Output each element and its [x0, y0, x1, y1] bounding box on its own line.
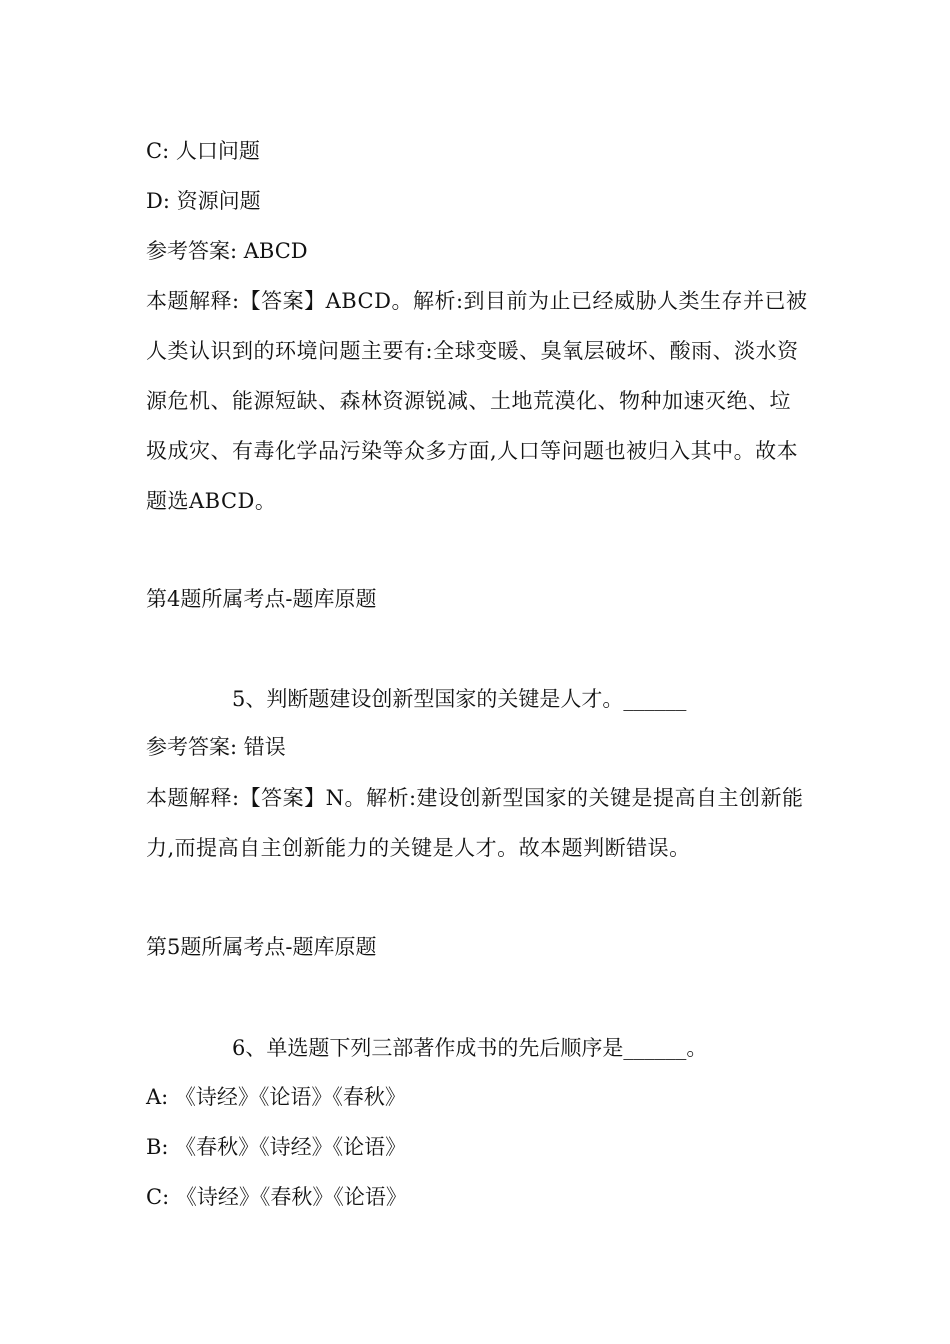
- q6-option-b: B: 《春秋》《诗经》《论语》: [146, 1135, 407, 1159]
- q6-option-c: C: 《诗经》《春秋》《论语》: [146, 1185, 407, 1209]
- q4-option-d: D: 资源问题: [146, 189, 261, 213]
- q4-answer: 参考答案: ABCD: [146, 239, 308, 263]
- q6-question: 6、单选题下列三部著作成书的先后顺序是______。: [232, 1036, 708, 1060]
- q4-option-c: C: 人口问题: [146, 139, 260, 163]
- q6-option-a: A: 《诗经》《论语》《春秋》: [146, 1085, 406, 1109]
- q5-source: 第5题所属考点-题库原题: [146, 935, 377, 959]
- q5-question: 5、判断题建设创新型国家的关键是人才。______: [232, 687, 687, 711]
- q5-answer: 参考答案: 错误: [146, 735, 286, 759]
- q4-explanation: 本题解释:【答案】ABCD。解析:到目前为止已经威胁人类生存并已被人类认识到的环境问题主要有:全球变暖、臭氧层破坏、酸雨、淡水资源危机、能源短缺、森林资源锐减、土地荒漠化、物种加速灭绝、垃圾成灾、有毒化学品污染等众多方面,人口等问题也被归入其中。故本题选ABCD。: [146, 289, 808, 513]
- q5-explanation: 本题解释:【答案】N。解析:建设创新型国家的关键是提高自主创新能力,而提高自主创新能力的关键是人才。故本题判断错误。: [146, 786, 804, 860]
- q4-source: 第4题所属考点-题库原题: [146, 587, 377, 611]
